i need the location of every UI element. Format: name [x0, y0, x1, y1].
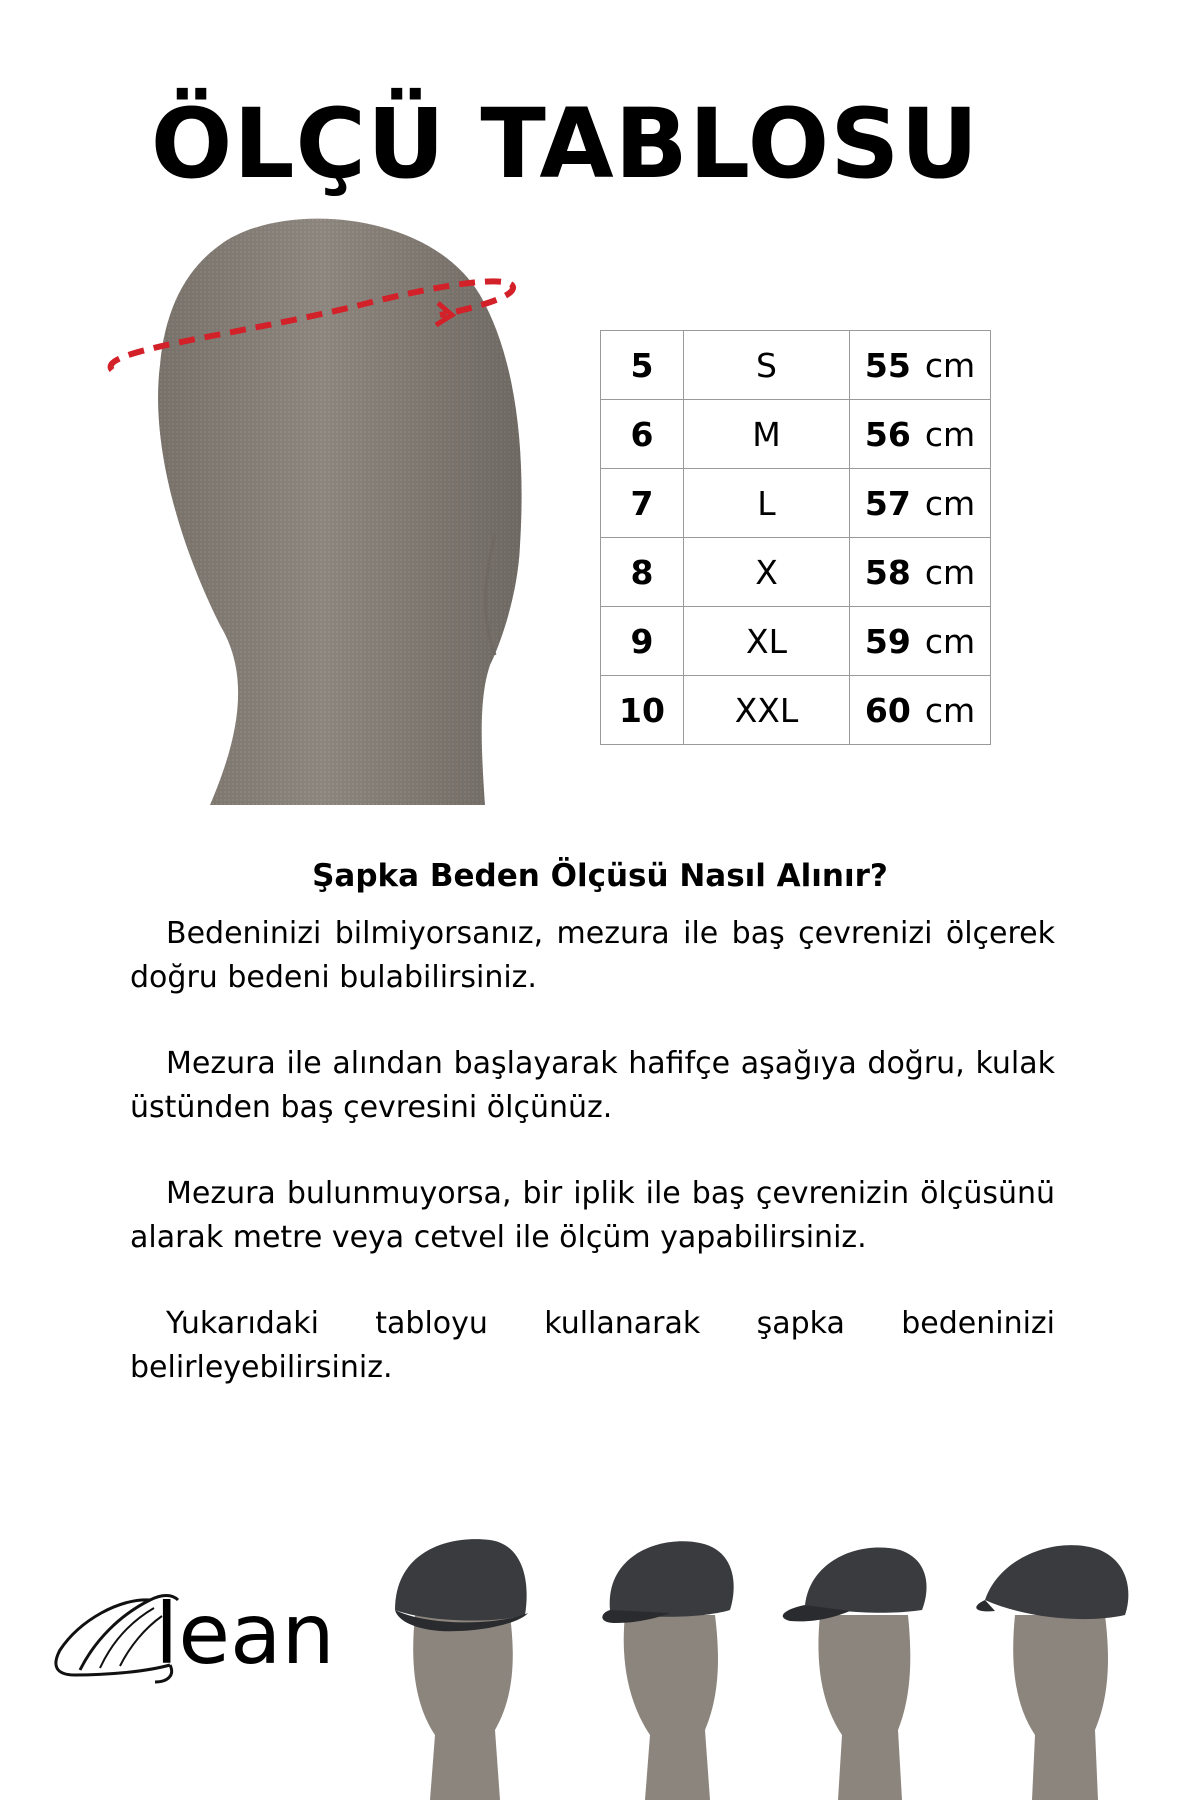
mannequin-head-illustration	[100, 215, 570, 805]
table-row	[601, 607, 991, 676]
size-number: 5	[601, 331, 684, 400]
unit-label: cm	[924, 552, 976, 592]
size-number: 8	[601, 538, 684, 607]
size-number: 7	[601, 469, 684, 538]
guide-paragraph: Mezura ile alından başlayarak hafifçe aşağıya doğru, kulak üstünden baş çevresini ölçünüz.	[130, 1046, 1055, 1125]
size-cm	[850, 676, 991, 745]
cm-value: 55	[864, 345, 911, 385]
size-number: 10	[601, 676, 684, 745]
size-cm	[850, 538, 991, 607]
product-photo-back	[960, 1505, 1150, 1800]
brand-name: lean	[155, 1585, 335, 1683]
size-letter: L	[684, 469, 850, 538]
cm-value: 57	[864, 483, 911, 523]
unit-label: cm	[924, 621, 976, 661]
size-letter: M	[684, 400, 850, 469]
cm-value: 56	[864, 414, 911, 454]
size-cm	[850, 331, 991, 400]
size-number: 6	[601, 400, 684, 469]
size-letter: X	[684, 538, 850, 607]
size-cm	[850, 469, 991, 538]
cm-value: 60	[864, 690, 911, 730]
table-row	[601, 331, 991, 400]
product-photo-side	[570, 1505, 760, 1800]
size-letter: S	[684, 331, 850, 400]
table-row	[601, 469, 991, 538]
unit-label: cm	[924, 345, 976, 385]
size-cm	[850, 607, 991, 676]
size-cm	[850, 400, 991, 469]
table-row	[601, 400, 991, 469]
guide-paragraph: Yukarıdaki tabloyu kullanarak şapka bedeninizi belirleyebilirsiniz.	[130, 1306, 1055, 1385]
table-row	[601, 676, 991, 745]
cm-value: 59	[864, 621, 911, 661]
page-title: ÖLÇÜ TABLOSU	[150, 88, 980, 200]
product-photo-front	[360, 1505, 550, 1800]
guide-heading: Şapka Beden Ölçüsü Nasıl Alınır?	[312, 858, 888, 894]
product-photo-profile	[760, 1505, 950, 1800]
unit-label: cm	[924, 690, 976, 730]
size-number: 9	[601, 607, 684, 676]
table-row	[601, 538, 991, 607]
unit-label: cm	[924, 483, 976, 523]
size-table	[600, 330, 991, 745]
size-letter: XXL	[684, 676, 850, 745]
size-letter: XL	[684, 607, 850, 676]
guide-paragraph: Bedeninizi bilmiyorsanız, mezura ile baş çevrenizi ölçerek doğru bedeni bulabilirsiniz.	[130, 916, 1055, 995]
guide-paragraph: Mezura bulunmuyorsa, bir iplik ile baş çevrenizin ölçüsünü alarak metre veya cetvel ile ölçüm yapabilirsiniz.	[130, 1176, 1055, 1255]
unit-label: cm	[924, 414, 976, 454]
cm-value: 58	[864, 552, 911, 592]
